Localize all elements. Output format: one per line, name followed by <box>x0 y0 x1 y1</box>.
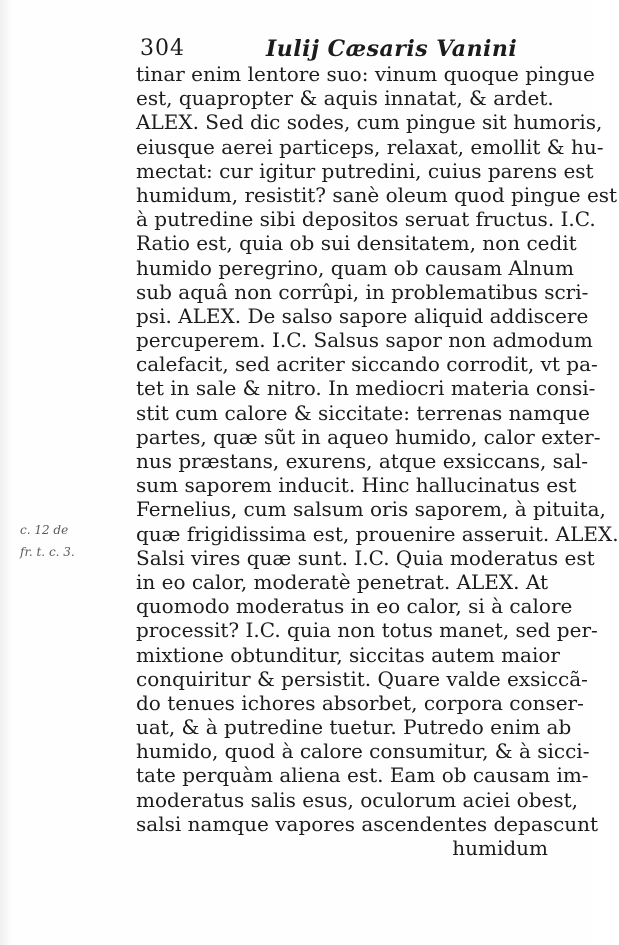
text-line: do tenues ichores absorbet, corpora conser- <box>136 690 584 715</box>
text-line: mectat: cur igitur putredini, cuius parens est <box>136 158 594 183</box>
text-line: ALEX. Sed dic sodes, cum pingue sit humoris, <box>136 110 603 135</box>
text-line: humido, quod à calore consumitur, & à sicci- <box>136 739 590 764</box>
body-text <box>136 62 619 860</box>
text-line: humidum, resistit? sanè oleum quod pingue est <box>136 182 618 207</box>
text-line: quomodo moderatus in eo calor, si à calore <box>136 594 573 619</box>
text-line: conquiritur & persistit. Quare valde exsiccã- <box>136 666 588 691</box>
text-line: sub aquâ non corrûpi, in problematibus scri- <box>136 279 589 304</box>
text-line: mixtione obtunditur, siccitas autem maior <box>136 642 560 667</box>
text-line: processit? I.C. quia non totus manet, sed per- <box>136 618 598 643</box>
text-line: Fernelius, cum salsum oris saporem, à pituita, <box>136 497 606 522</box>
text-line: calefacit, sed acriter siccando corrodit, vt pa- <box>136 352 598 377</box>
text-line: stit cum calore & siccitate: terrenas namque <box>136 400 590 425</box>
text-line: partes, quæ sũt in aqueo humido, calor exter- <box>136 424 601 449</box>
text-line: à putredine sibi depositos seruat fructus. I.C. <box>136 207 596 232</box>
margin-note-line: c. 12 de <box>20 523 69 537</box>
text-line: tinar enim lentore suo: vinum quoque pingue <box>136 62 595 86</box>
text-line: nus præstans, exurens, atque exsiccans, sal- <box>136 449 589 473</box>
margin-note-line: fr. t. c. 3. <box>20 545 75 559</box>
text-line: tet in sale & nitro. In mediocri materia consi- <box>136 376 596 401</box>
margin-note <box>20 519 138 563</box>
text-line: tate perquàm aliena est. Eam ob causam im- <box>136 763 589 788</box>
text-line: est, quapropter & aquis innatat, & ardet. <box>136 86 554 111</box>
text-line: Ratio est, quia ob sui densitatem, non cedit <box>136 231 577 256</box>
page-number: 304 <box>140 36 185 61</box>
running-head: Iulij Cæsaris Vanini <box>266 36 518 62</box>
text-line: salsi namque vapores ascendentes depascunt <box>136 811 599 836</box>
text-line: humido peregrino, quam ob causam Alnum <box>136 255 574 280</box>
text-line: humidum <box>452 836 548 860</box>
text-line: eiusque aerei particeps, relaxat, emollit & hu- <box>136 134 604 159</box>
text-line: psi. ALEX. De salso sapore aliquid addiscere <box>136 303 589 328</box>
text-line: in eo calor, moderatè penetrat. ALEX. At <box>136 569 548 594</box>
text-line: quæ frigidissima est, prouenire asseruit. ALEX. <box>136 521 619 546</box>
text-line: sum saporem inducit. Hinc hallucinatus est <box>136 473 577 498</box>
text-line: Salsi vires quæ sunt. I.C. Quia moderatus est <box>136 545 595 570</box>
text-line: percuperem. I.C. Salsus sapor non admodum <box>136 328 593 353</box>
gutter-shadow <box>0 0 12 945</box>
text-line: uat, & à putredine tuetur. Putredo enim ab <box>136 715 572 740</box>
text-line: moderatus salis esus, oculorum aciei obest, <box>136 787 579 812</box>
